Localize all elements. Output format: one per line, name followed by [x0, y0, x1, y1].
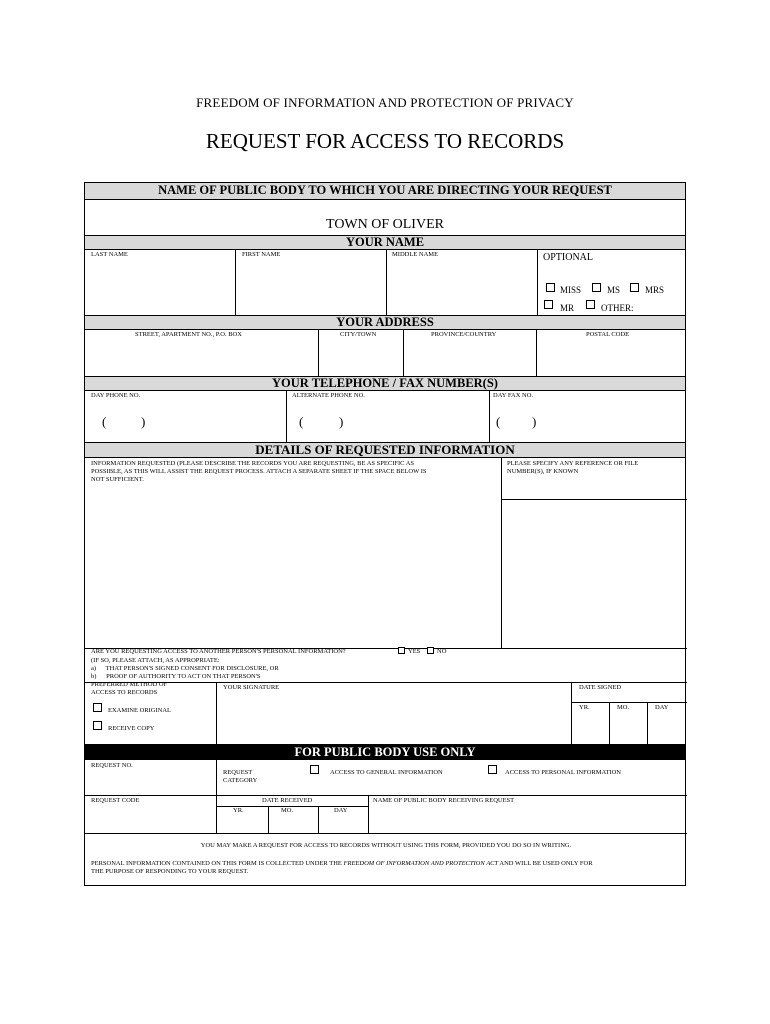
- request-category-label-1: REQUEST: [223, 769, 253, 776]
- personal-info-label: ACCESS TO PERSONAL INFORMATION: [505, 769, 621, 776]
- preferred-method-label-1: PREFERRED METHOD OF: [91, 681, 168, 688]
- receive-copy-checkbox[interactable]: [93, 721, 102, 730]
- middle-name-field[interactable]: MIDDLE NAME: [392, 251, 439, 258]
- preferred-method-label-2: ACCESS TO RECORDS: [91, 689, 158, 696]
- privacy-notice-line-1: PERSONAL INFORMATION CONTAINED ON THIS FORM IS COLLECTED UNDER THE FREEDOM OF INFORMATION AND PROTECTION ACT AND WILL BE USED ONLY FOR: [91, 860, 593, 867]
- miss-checkbox[interactable]: [546, 283, 555, 292]
- optional-label: OPTIONAL: [543, 252, 593, 263]
- consent-item: a) THAT PERSON'S SIGNED CONSENT FOR DISCLOSURE, OR: [91, 665, 279, 672]
- examine-original-label: EXAMINE ORIGINAL: [108, 707, 172, 714]
- day-fax-field[interactable]: DAY FAX NO.: [493, 392, 534, 399]
- public-body-heading: NAME OF PUBLIC BODY TO WHICH YOU ARE DIRECTING YOUR REQUEST: [85, 183, 685, 200]
- form-optional-note: YOU MAY MAKE A REQUEST FOR ACCESS TO RECORDS WITHOUT USING THIS FORM, PROVIDED YOU DO SO IN WRITING.: [200, 842, 572, 849]
- mrs-label: MRS: [645, 285, 665, 295]
- info-requested-label-1: INFORMATION REQUESTED (PLEASE DESCRIBE THE RECORDS YOU ARE REQUESTING, BE AS SPECIFIC AS: [91, 460, 415, 467]
- request-category-label-2: CATEGORY: [223, 777, 258, 784]
- date-received-month[interactable]: MO.: [281, 807, 294, 814]
- receiving-body-field[interactable]: NAME OF PUBLIC BODY RECEIVING REQUEST: [373, 797, 515, 804]
- mr-checkbox[interactable]: [544, 300, 553, 309]
- info-requested-label-2: POSSIBLE, AS THIS WILL ASSIST THE REQUEST PROCESS. ATTACH A SEPARATE SHEET IF THE SPACE BELOW IS: [91, 468, 427, 475]
- request-number-field[interactable]: REQUEST NO.: [91, 762, 133, 769]
- first-name-field[interactable]: FIRST NAME: [242, 251, 281, 258]
- details-heading: DETAILS OF REQUESTED INFORMATION: [85, 442, 685, 458]
- request-form: NAME OF PUBLIC BODY TO WHICH YOU ARE DIRECTING YOUR REQUEST TOWN OF OLIVER YOUR NAME LAST NAME FIRST NAME MIDDLE NAME OPTIONAL MISS MS MRS MR OTHER: YOUR ADDRESS STREET, APARTMENT NO., P.O. BOX CITY/TOWN PROVINCE/COUNTRY POSTAL CODE YOUR TELEPHONE / FAX NUMBER(S) DAY PHONE NO. ALTERNATE PHONE NO. DAY FAX NO. ( ) ( ) ( ) DETAILS OF REQUESTED INFORMATION INFORMATION REQUESTED (PLEASE DESCRIBE THE RECORDS YOU ARE REQUESTING, BE AS SPECIFIC AS POSSIBLE, AS THIS WILL ASSIST THE REQUEST PROCESS. ATTACH A SEPARATE SHEET IF THE SPACE BELOW IS NOT SUFFICIENT. PLEASE SPECIFY ANY REFERENCE OR FILE NUMBER(S), IF KNOWN ARE YOU REQUESTING ACCESS TO ANOTHER PERSON'S PERSONAL INFORMATION? YES NO (IF SO, PLEASE ATTACH, AS APPROPRIATE: a) THAT PERSON'S SIGNED CONSENT FOR DISCLOSURE, OR b) PROOF OF AUTHORITY TO ACT ON THAT PERSON'S PREFERRED METHOD OF ACCESS TO RECORDS EXAMINE ORIGINAL RECEIVE COPY YOUR SIGNATURE DATE SIGNED YR. MO. DAY FOR PUBLIC BODY USE ONLY REQUEST NO. REQUEST CATEGORY ACCESS TO GENERAL INFORMATION ACCESS TO PERSONAL INFORMATION REQUEST CODE DATE RECEIVED YR. MO. DAY NAME OF PUBLIC BODY RECEIVING REQUEST YOU MAY MAKE A REQUEST FOR ACCESS TO RECORDS WITHOUT USING THIS FORM, PROVIDED YOU DO SO IN WRITING. PERSONAL INFORMATION CONTAINED ON THIS FORM IS COLLECTED UNDER THE FREEDOM OF INFORMATION AND PROTECTION ACT AND WILL BE USED ONLY FOR THE PURPOSE OF RESPONDING TO YOUR REQUEST.: [84, 182, 686, 886]
- yes-checkbox[interactable]: [398, 647, 405, 654]
- other-checkbox[interactable]: [586, 300, 595, 309]
- ms-checkbox[interactable]: [592, 283, 601, 292]
- reference-area[interactable]: [505, 503, 683, 645]
- personal-info-checkbox[interactable]: [488, 765, 497, 774]
- date-received-label: DATE RECEIVED: [262, 797, 313, 804]
- miss-label: MISS: [560, 285, 582, 295]
- receive-copy-label: RECEIVE COPY: [108, 725, 155, 732]
- day-phone-field[interactable]: DAY PHONE NO.: [91, 392, 141, 399]
- name-heading: YOUR NAME: [85, 235, 685, 250]
- phone-heading: YOUR TELEPHONE / FAX NUMBER(S): [85, 376, 685, 391]
- date-received-day[interactable]: DAY: [334, 807, 348, 814]
- province-field[interactable]: PROVINCE/COUNTRY: [431, 331, 497, 338]
- privacy-notice-line-2: THE PURPOSE OF RESPONDING TO YOUR REQUEST.: [91, 868, 249, 875]
- form-title: REQUEST FOR ACCESS TO RECORDS: [205, 129, 565, 153]
- general-info-label: ACCESS TO GENERAL INFORMATION: [330, 769, 443, 776]
- address-heading: YOUR ADDRESS: [85, 315, 685, 330]
- attach-note: (IF SO, PLEASE ATTACH, AS APPROPRIATE:: [91, 657, 220, 664]
- form-supertitle: FREEDOM OF INFORMATION AND PROTECTION OF PRIVACY: [196, 95, 574, 110]
- request-code-field[interactable]: REQUEST CODE: [91, 797, 140, 804]
- postal-code-field[interactable]: POSTAL CODE: [586, 331, 630, 338]
- date-signed-month[interactable]: MO.: [617, 704, 630, 711]
- authority-item: b) PROOF OF AUTHORITY TO ACT ON THAT PERSON'S: [91, 673, 261, 680]
- other-label: OTHER:: [601, 303, 634, 313]
- alternate-phone-field[interactable]: ALTERNATE PHONE NO.: [292, 392, 365, 399]
- info-requested-area[interactable]: [87, 486, 497, 644]
- another-person-question: ARE YOU REQUESTING ACCESS TO ANOTHER PERSON'S PERSONAL INFORMATION?: [91, 648, 346, 655]
- signature-field[interactable]: YOUR SIGNATURE: [223, 684, 280, 691]
- public-body-name: TOWN OF OLIVER: [326, 217, 444, 232]
- no-checkbox[interactable]: [427, 647, 434, 654]
- date-signed-day[interactable]: DAY: [655, 704, 669, 711]
- info-requested-label-3: NOT SUFFICIENT.: [91, 476, 144, 483]
- reference-label-2: NUMBER(S), IF KNOWN: [507, 468, 579, 475]
- city-field[interactable]: CITY/TOWN: [340, 331, 377, 338]
- yes-label: YES: [408, 648, 421, 655]
- general-info-checkbox[interactable]: [310, 765, 319, 774]
- no-label: NO: [437, 648, 447, 655]
- last-name-field[interactable]: LAST NAME: [91, 251, 128, 258]
- date-signed-year[interactable]: YR.: [579, 704, 590, 711]
- examine-original-checkbox[interactable]: [93, 703, 102, 712]
- mr-label: MR: [560, 303, 575, 313]
- ms-label: MS: [607, 285, 621, 295]
- office-use-heading: FOR PUBLIC BODY USE ONLY: [85, 744, 685, 760]
- reference-label-1: PLEASE SPECIFY ANY REFERENCE OR FILE: [507, 460, 639, 467]
- date-received-year[interactable]: YR.: [233, 807, 244, 814]
- street-field[interactable]: STREET, APARTMENT NO., P.O. BOX: [135, 331, 242, 338]
- mrs-checkbox[interactable]: [630, 283, 639, 292]
- date-signed-label: DATE SIGNED: [579, 684, 622, 691]
